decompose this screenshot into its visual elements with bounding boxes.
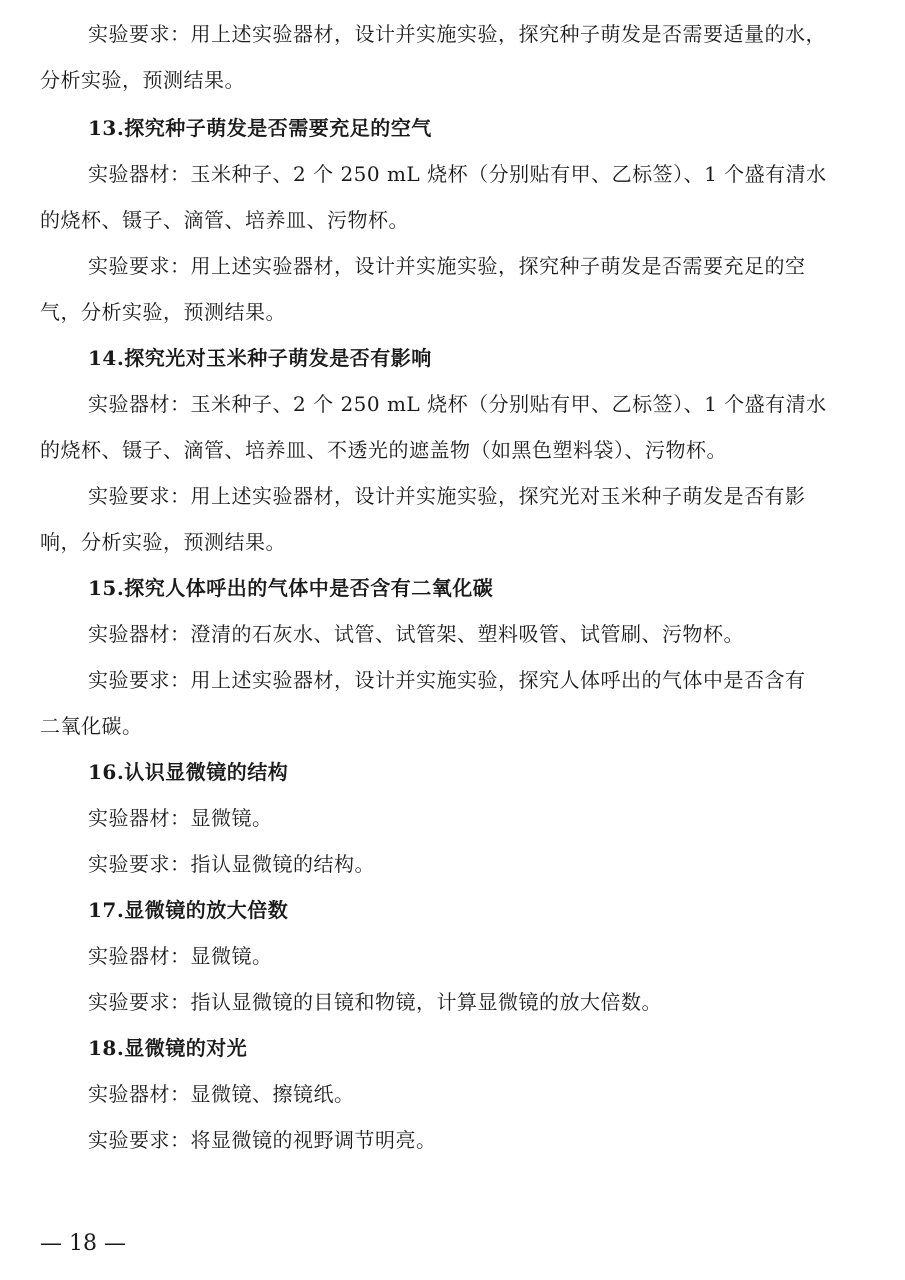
paragraph-line: 实验要求：指认显微镜的目镜和物镜，计算显微镜的放大倍数。 xyxy=(88,990,662,1014)
section-heading-17: 17.显微镜的放大倍数 xyxy=(88,898,289,922)
paragraph-line: 分析实验，预测结果。 xyxy=(40,68,245,92)
paragraph-line: 气，分析实验，预测结果。 xyxy=(40,300,286,324)
section-heading-14: 14.探究光对玉米种子萌发是否有影响 xyxy=(88,346,432,370)
paragraph-line: 实验要求：用上述实验器材，设计并实施实验，探究种子萌发是否需要适量的水， xyxy=(88,22,826,46)
paragraph-line: 实验要求：用上述实验器材，设计并实施实验，探究人体呼出的气体中是否含有 xyxy=(88,668,806,692)
paragraph-line: 实验要求：指认显微镜的结构。 xyxy=(88,852,375,876)
section-heading-18: 18.显微镜的对光 xyxy=(88,1036,248,1060)
paragraph-line: 响，分析实验，预测结果。 xyxy=(40,530,286,554)
paragraph-line: 实验器材：显微镜。 xyxy=(88,806,273,830)
paragraph-line: 二氧化碳。 xyxy=(40,714,143,738)
section-heading-13: 13.探究种子萌发是否需要充足的空气 xyxy=(88,116,432,140)
paragraph-line: 实验器材：玉米种子、2 个 250 mL 烧杯（分别贴有甲、乙标签）、1 个盛有清水 xyxy=(88,392,827,416)
paragraph-line: 实验器材：显微镜、擦镜纸。 xyxy=(88,1082,355,1106)
paragraph-line: 实验要求：用上述实验器材，设计并实施实验，探究光对玉米种子萌发是否有影 xyxy=(88,484,806,508)
paragraph-line: 实验器材：玉米种子、2 个 250 mL 烧杯（分别贴有甲、乙标签）、1 个盛有清水 xyxy=(88,162,827,186)
paragraph-line: 实验要求：将显微镜的视野调节明亮。 xyxy=(88,1128,437,1152)
section-heading-16: 16.认识显微镜的结构 xyxy=(88,760,289,784)
section-heading-15: 15.探究人体呼出的气体中是否含有二氧化碳 xyxy=(88,576,494,600)
paragraph-line: 实验器材：澄清的石灰水、试管、试管架、塑料吸管、试管刷、污物杯。 xyxy=(88,622,744,646)
paragraph-line: 的烧杯、镊子、滴管、培养皿、污物杯。 xyxy=(40,208,409,232)
page-number: — 18 — xyxy=(40,1231,126,1256)
paragraph-line: 实验器材：显微镜。 xyxy=(88,944,273,968)
paragraph-line: 实验要求：用上述实验器材，设计并实施实验，探究种子萌发是否需要充足的空 xyxy=(88,254,806,278)
paragraph-line: 的烧杯、镊子、滴管、培养皿、不透光的遮盖物（如黑色塑料袋）、污物杯。 xyxy=(40,438,727,462)
